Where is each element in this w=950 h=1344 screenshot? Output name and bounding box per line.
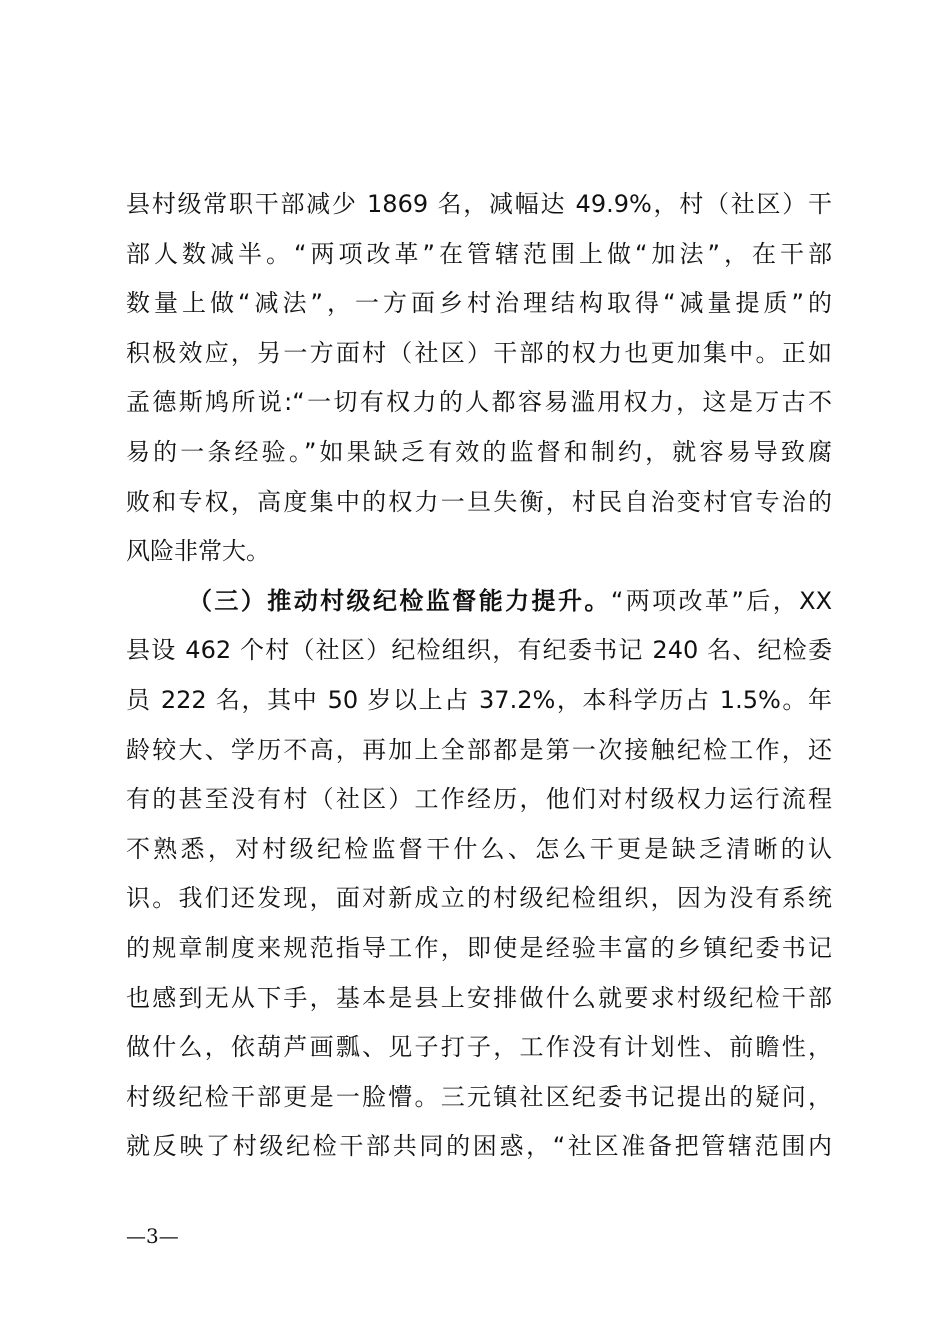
text-line: 有的甚至没有村（社区）工作经历，他们对村级权力运行流程: [126, 785, 832, 814]
text-line: 识。我们还发现，面对新成立的村级纪检组织，因为没有系统: [126, 884, 832, 913]
text-line: 不熟悉，对村级纪检监督干什么、怎么干更是缺乏清晰的认: [126, 834, 832, 863]
text-line: 部人数减半。“两项改革”在管辖范围上做“加法”，在干部: [126, 239, 832, 268]
text-line: 数量上做“减法”，一方面乡村治理结构取得“减量提质”的: [126, 289, 832, 318]
text-line: 龄较大、学历不高，再加上全部都是第一次接触纪检工作，还: [126, 735, 832, 764]
text-line: 也感到无从下手，基本是县上安排做什么就要求村级纪检干部: [126, 983, 832, 1012]
text-line: 败和专权，高度集中的权力一旦失衡，村民自治变村官专治的: [126, 487, 832, 516]
body-text: [126, 180, 832, 1172]
page-number: —3—: [126, 1224, 179, 1248]
text-line: 就反映了村级纪检干部共同的困惑，“社区准备把管辖范围内: [126, 1132, 832, 1161]
text-line: 孟德斯鸠所说:“一切有权力的人都容易滥用权力，这是万古不: [126, 388, 832, 417]
text-line: 村级纪检干部更是一脸懵。三元镇社区纪委书记提出的疑问，: [126, 1082, 832, 1111]
text-line: 县设 462 个村（社区）纪检组织，有纪委书记 240 名、纪检委: [126, 636, 832, 665]
text-line: 做什么，依葫芦画瓢、见子打子，工作没有计划性、前瞻性，: [126, 1033, 832, 1062]
text-line: 员 222 名，其中 50 岁以上占 37.2%，本科学历占 1.5%。年: [126, 685, 832, 714]
text-line: 积极效应，另一方面村（社区）干部的权力也更加集中。正如: [126, 338, 832, 367]
section-heading-line: [126, 577, 832, 627]
text-line: 的规章制度来规范指导工作，即使是经验丰富的乡镇纪委书记: [126, 933, 832, 962]
text-line: 风险非常大。: [126, 537, 270, 566]
text-line-rest: “两项改革”后，XX: [610, 586, 833, 615]
text-line: 县村级常职干部减少 1869 名，减幅达 49.9%，村（社区）干: [126, 190, 832, 218]
section-heading: （三）推动村级纪检监督能力提升。: [188, 586, 611, 615]
text-line: 易的一条经验。”如果缺乏有效的监督和制约，就容易导致腐: [126, 437, 832, 466]
